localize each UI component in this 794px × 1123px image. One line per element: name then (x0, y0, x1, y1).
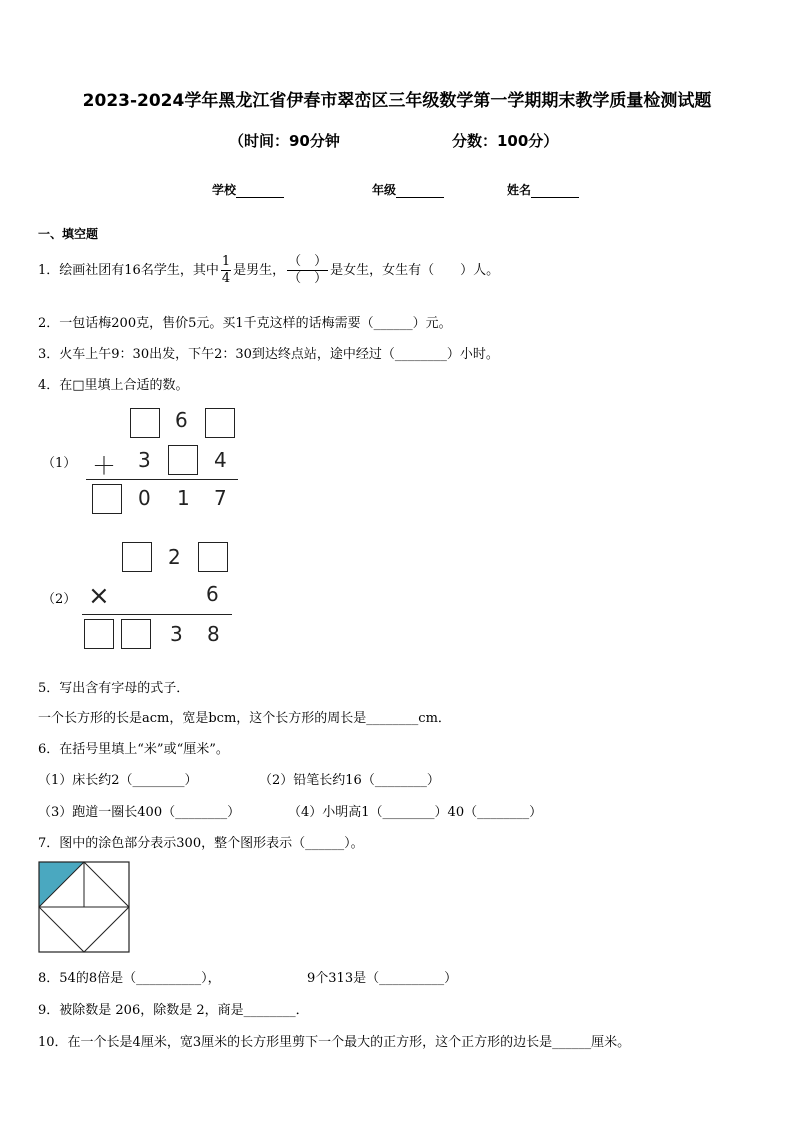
question-6-item-2: （2）铅笔长约16（________） (259, 773, 440, 788)
question-2: 2．一包话梅200克，售价5元。买1千克这样的话梅需要（______）元。 (38, 316, 452, 331)
digit: 4 (214, 448, 227, 472)
grade-label: 年级 (372, 183, 397, 197)
digit: 1 (177, 486, 190, 510)
frac-blank-denominator: （ ） (288, 271, 328, 286)
digit-box[interactable] (122, 542, 152, 572)
grade-blank[interactable] (396, 185, 444, 198)
question-5-body: 一个长方形的长是acm，宽是bcm，这个长方形的周长是________cm． (38, 711, 451, 726)
question-8-b: 9个313是（__________） (307, 971, 458, 986)
digit: 3 (170, 622, 183, 646)
digit-box[interactable] (198, 542, 228, 572)
digit-box[interactable] (205, 408, 235, 438)
school-label: 学校 (212, 183, 237, 197)
problem-1-label: （1） (42, 456, 77, 471)
question-1 (38, 254, 499, 287)
question-7: 7．图中的涂色部分表示300，整个图形表示（______）。 (38, 836, 364, 851)
question-9: 9．被除数是 206，除数是 2，商是________． (38, 1003, 309, 1018)
digit: 7 (214, 486, 227, 510)
frac-denominator: 4 (221, 271, 231, 286)
frac-numerator: 1 (221, 254, 231, 269)
digit: 8 (207, 622, 220, 646)
page-title: 2023-2024学年黑龙江省伊春市翠峦区三年级数学第一学期期末教学质量检测试题 (82, 91, 712, 111)
question-6-item-1: （1）床长约2（________） (38, 773, 198, 788)
question-8: 8．54的8倍是（__________）， (38, 971, 221, 986)
digit-box[interactable] (130, 408, 160, 438)
exam-time: （时间：90分钟 (229, 132, 340, 150)
shaded-square-figure (38, 861, 131, 954)
product-line (82, 614, 232, 615)
plus-sign: ＋ (92, 452, 116, 480)
digit-box[interactable] (84, 619, 114, 649)
problem-2-label: （2） (42, 592, 77, 607)
school-field[interactable] (212, 181, 284, 198)
name-blank[interactable] (531, 185, 579, 198)
q1-text-c: 是女生，女生有（ ）人。 (330, 263, 500, 278)
q1-text-a: 1．绘画社团有16名学生，其中 (38, 263, 219, 278)
school-blank[interactable] (236, 185, 284, 198)
digit: 0 (138, 486, 151, 510)
question-6-item-4: （4）小明高1（________）40（________） (288, 805, 543, 820)
grade-field[interactable] (372, 181, 444, 198)
digit: 3 (138, 448, 151, 472)
digit-box[interactable] (168, 445, 198, 475)
digit: 2 (168, 545, 181, 569)
question-4: 4．在□里填上合适的数。 (38, 378, 189, 393)
question-3: 3．火车上午9：30出发，下午2：30到达终点站，途中经过（________）小时。 (38, 347, 499, 362)
sum-line (86, 479, 238, 480)
question-6-item-3: （3）跑道一圈长400（________） (38, 805, 241, 820)
name-field[interactable] (507, 181, 579, 198)
section-heading: 一、填空题 (38, 227, 99, 241)
name-label: 姓名 (507, 183, 532, 197)
times-sign: × (88, 581, 110, 611)
digit: 6 (175, 408, 188, 432)
digit-box[interactable] (92, 484, 122, 514)
question-5: 5．写出含有字母的式子． (38, 681, 190, 696)
q1-text-b: 是男生， (233, 263, 286, 278)
digit-box[interactable] (121, 619, 151, 649)
exam-score: 分数：100分） (452, 132, 559, 150)
frac-blank-numerator: （ ） (288, 254, 328, 269)
question-6: 6．在括号里填上“米”或“厘米”。 (38, 742, 229, 757)
fraction-one-quarter (221, 254, 231, 287)
question-10: 10．在一个长是4厘米，宽3厘米的长方形里剪下一个最大的正方形，这个正方形的边长是______厘米。 (38, 1035, 631, 1050)
digit: 6 (206, 582, 219, 606)
fraction-blank[interactable] (287, 254, 328, 287)
